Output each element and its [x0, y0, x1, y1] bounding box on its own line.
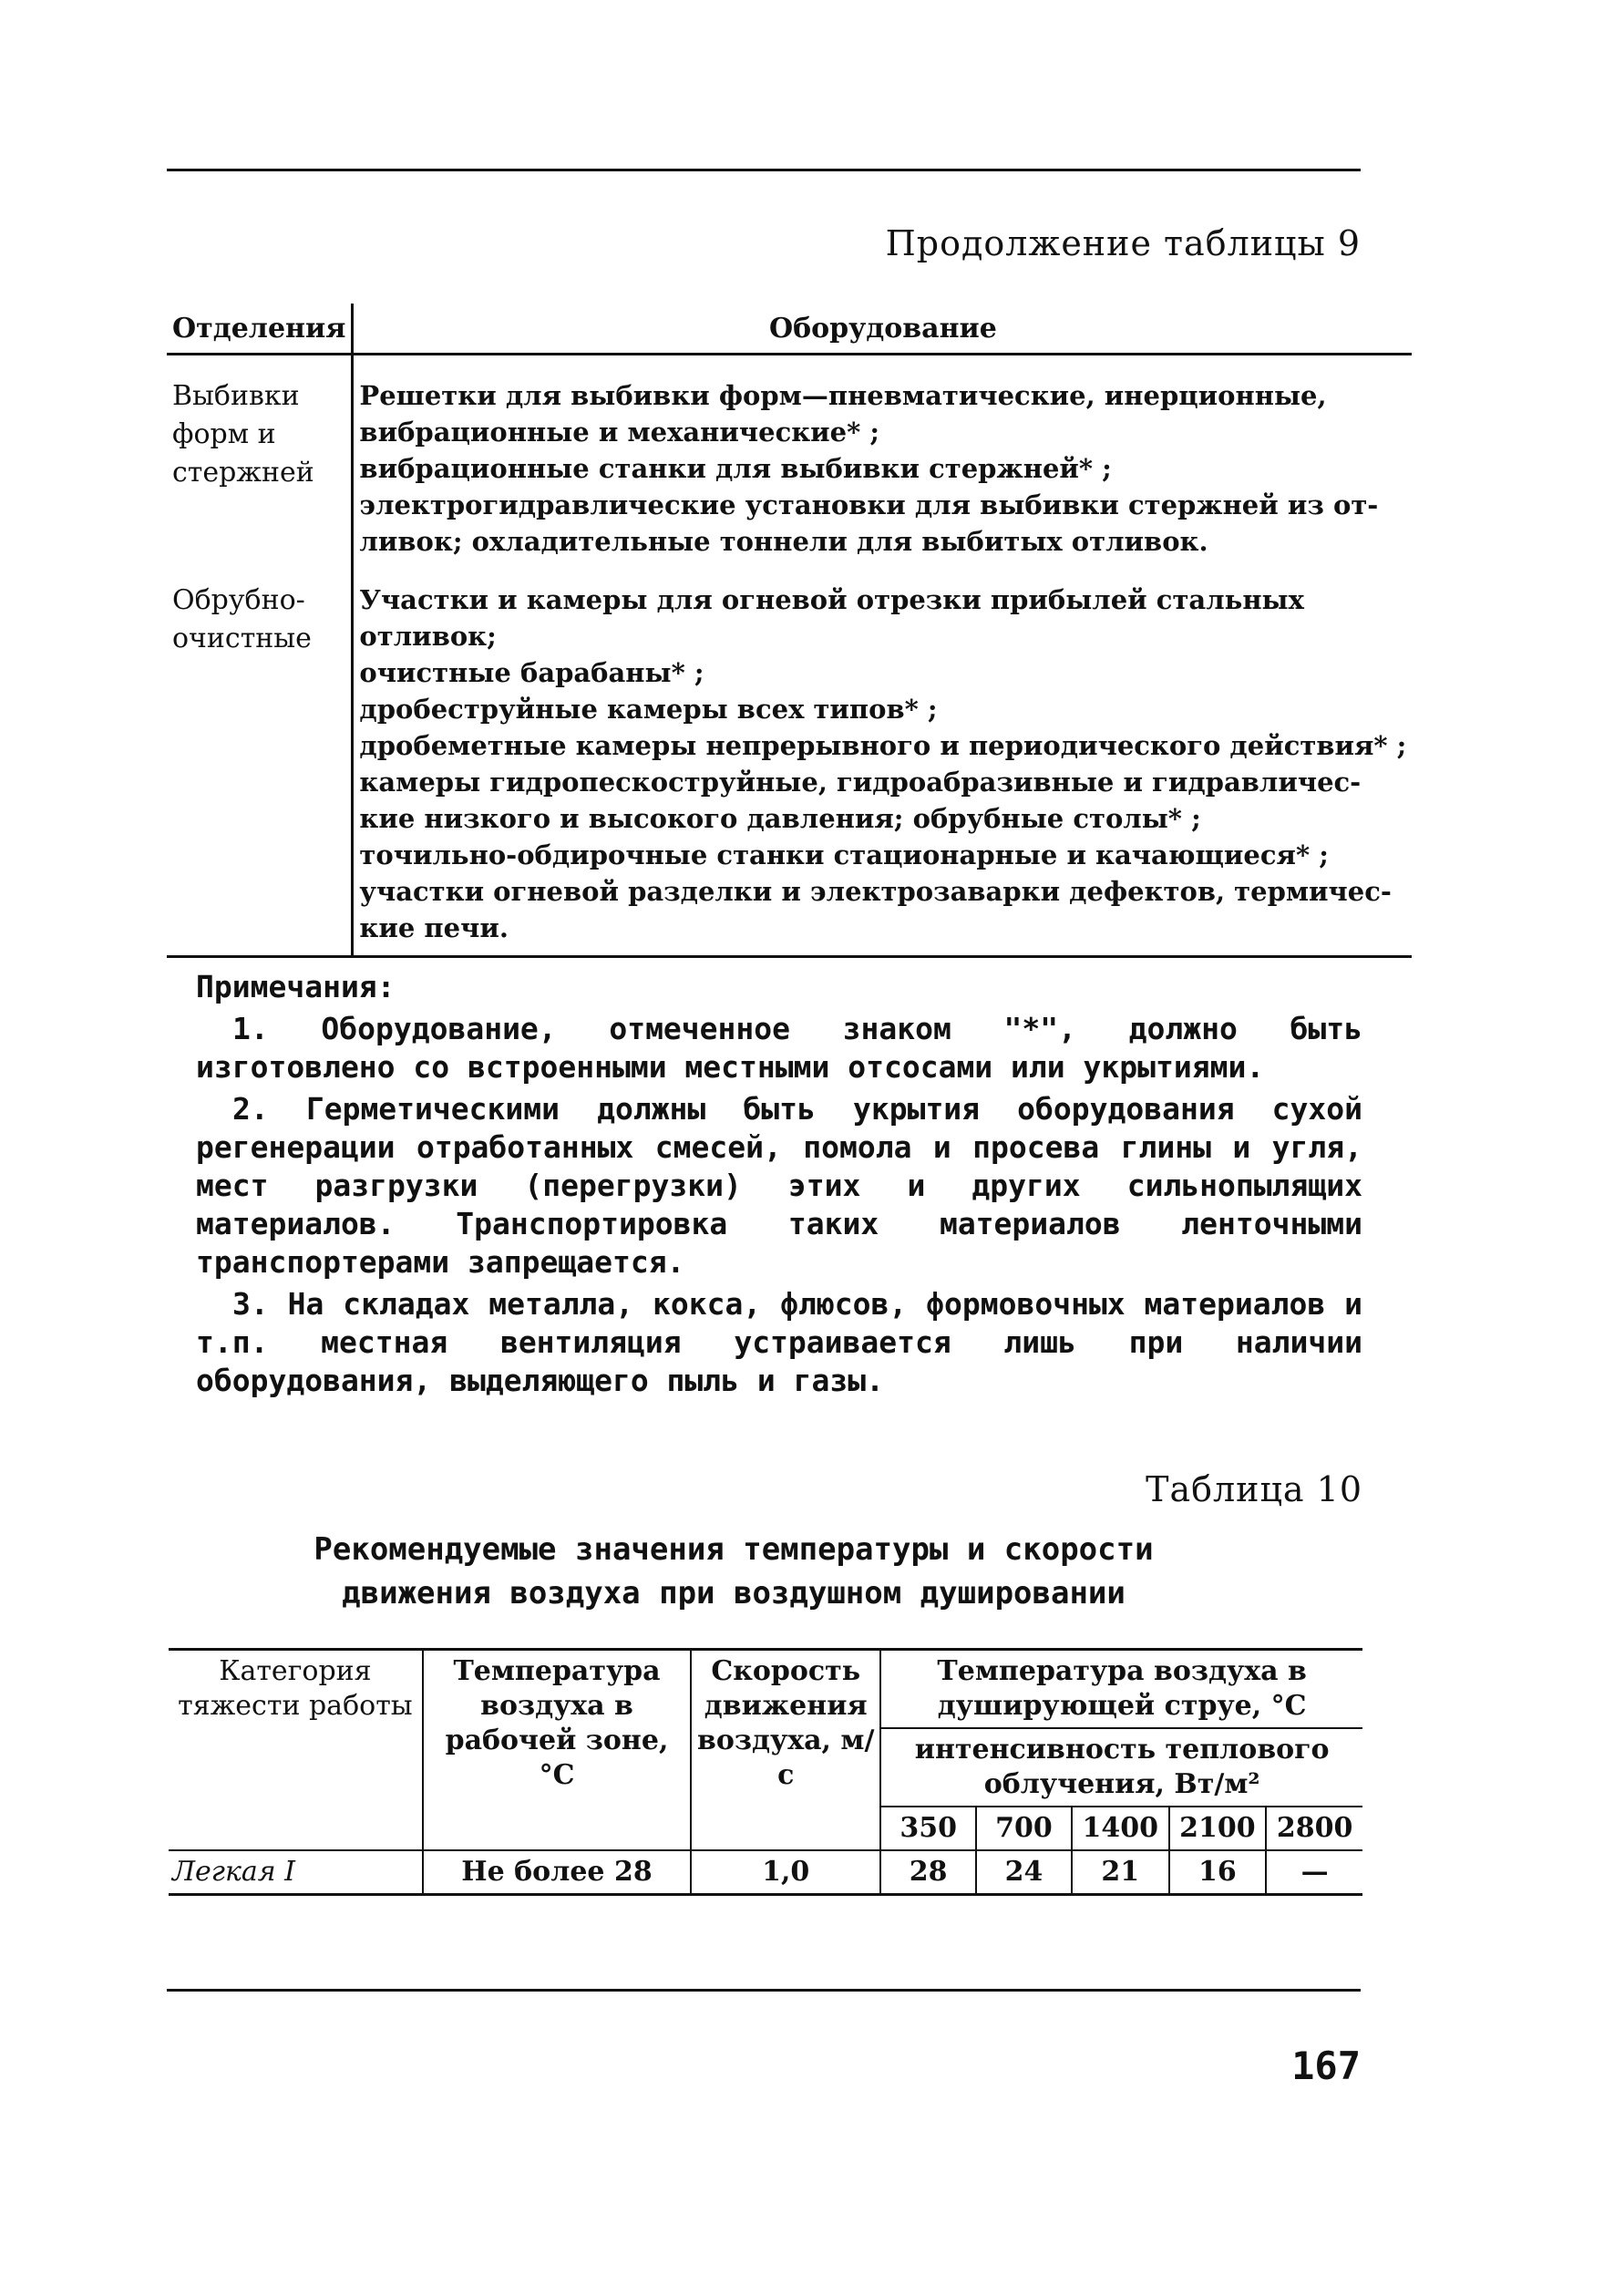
top-rule [167, 169, 1361, 171]
equipment-line: точильно-обдирочные станки стационарные и качающиеся* ; [359, 839, 1329, 870]
equipment-line: кие низкого и высокого давления; обрубные столы* ; [359, 803, 1201, 834]
notes-section [196, 968, 1362, 1404]
header-irradiation-value: 2100 [1169, 1807, 1267, 1850]
header-irradiation: интенсивность теплового облучения, Вт/м² [880, 1728, 1362, 1807]
equipment-line: электрогидравлические установки для выбивки стержней из от- [359, 489, 1379, 520]
table9-header-row [167, 304, 1412, 355]
table-row [167, 563, 1412, 957]
bottom-rule [167, 1989, 1361, 1992]
table-9-continuation [167, 304, 1412, 958]
jet-temp-cell: 16 [1169, 1850, 1267, 1895]
table-row [167, 355, 1412, 564]
equipment-line: дробеметные камеры непрерывного и периодического действия* ; [359, 730, 1407, 761]
header-department: Отделения [167, 304, 353, 355]
equipment-line: Участки и камеры для огневой отрезки прибылей стальных [359, 584, 1304, 615]
equipment-line: очистные барабаны* ; [359, 657, 704, 688]
table10-header-row [169, 1650, 1362, 1729]
header-irradiation-value: 2800 [1266, 1807, 1362, 1850]
equipment-line: кие печи. [359, 912, 509, 943]
department-cell: Выбивки форм и стержней [167, 355, 353, 564]
speed-cell: 1,0 [691, 1850, 880, 1895]
header-work-temp: Температура воздуха в рабочей зоне, °С [423, 1650, 691, 1851]
header-category: Категория тяжести работы [169, 1650, 423, 1851]
table-row [169, 1850, 1362, 1895]
table-10-title-line: движения воздуха при воздушном душировании [342, 1575, 1126, 1611]
note-item: 3. На складах металла, кокса, флюсов, формовочных материалов и т.п. местная вентиляция устраивается лишь при наличии оборудования, выделяющего пыль и газы. [196, 1286, 1362, 1398]
equipment-line: вибрационные станки для выбивки стержней* ; [359, 453, 1112, 484]
table-10-title-line: Рекомендуемые значения температуры и скорости [314, 1531, 1154, 1568]
notes-heading: Примечания: [196, 969, 396, 1004]
equipment-line: ливок; охладительные тоннели для выбитых отливок. [359, 526, 1208, 557]
continuation-caption: Продолжение таблицы 9 [885, 223, 1361, 263]
header-speed: Скорость движения воздуха, м/с [691, 1650, 880, 1851]
jet-temp-cell: 21 [1072, 1850, 1169, 1895]
equipment-line: камеры гидропескоструйные, гидроабразивные и гидравличес- [359, 767, 1362, 798]
note-item: 1. Оборудование, отмеченное знаком "*", должно быть изготовлено со встроенными местными отсосами или укрытиями. [196, 1011, 1362, 1085]
note-item: 2. Герметическими должны быть укрытия оборудования сухой регенерации отработанных смесей, помола и просева глины и угля, мест разгрузки (перегрузки) этих и других сильнопылящих материалов. Транспортировка таких материалов ленточными транспортерами запрещается. [196, 1091, 1362, 1280]
page-number: 167 [1291, 2044, 1361, 2088]
equipment-line: отливок; [359, 621, 497, 652]
jet-temp-cell: 24 [976, 1850, 1072, 1895]
jet-temp-cell: — [1266, 1850, 1362, 1895]
equipment-line: участки огневой разделки и электрозаварки дефектов, термичес- [359, 876, 1392, 907]
table-10-title [196, 1528, 1271, 1615]
header-irradiation-value: 350 [880, 1807, 976, 1850]
table-10 [169, 1648, 1362, 1896]
category-cell: Легкая I [169, 1850, 423, 1895]
equipment-cell [353, 355, 1412, 564]
department-cell: Обрубно-очистные [167, 563, 353, 957]
header-irradiation-value: 700 [976, 1807, 1072, 1850]
equipment-line: Решетки для выбивки форм—пневматические, инерционные, [359, 380, 1327, 411]
header-equipment: Оборудование [353, 304, 1412, 355]
header-irradiation-value: 1400 [1072, 1807, 1169, 1850]
equipment-line: вибрационные и механические* ; [359, 417, 880, 448]
work-temp-cell: Не более 28 [423, 1850, 691, 1895]
jet-temp-cell: 28 [880, 1850, 976, 1895]
table-10-number: Таблица 10 [1146, 1469, 1362, 1509]
header-jet-temp: Температура воздуха в душирующей струе, °С [880, 1650, 1362, 1729]
equipment-cell [353, 563, 1412, 957]
equipment-line: дробеструйные камеры всех типов* ; [359, 694, 938, 725]
